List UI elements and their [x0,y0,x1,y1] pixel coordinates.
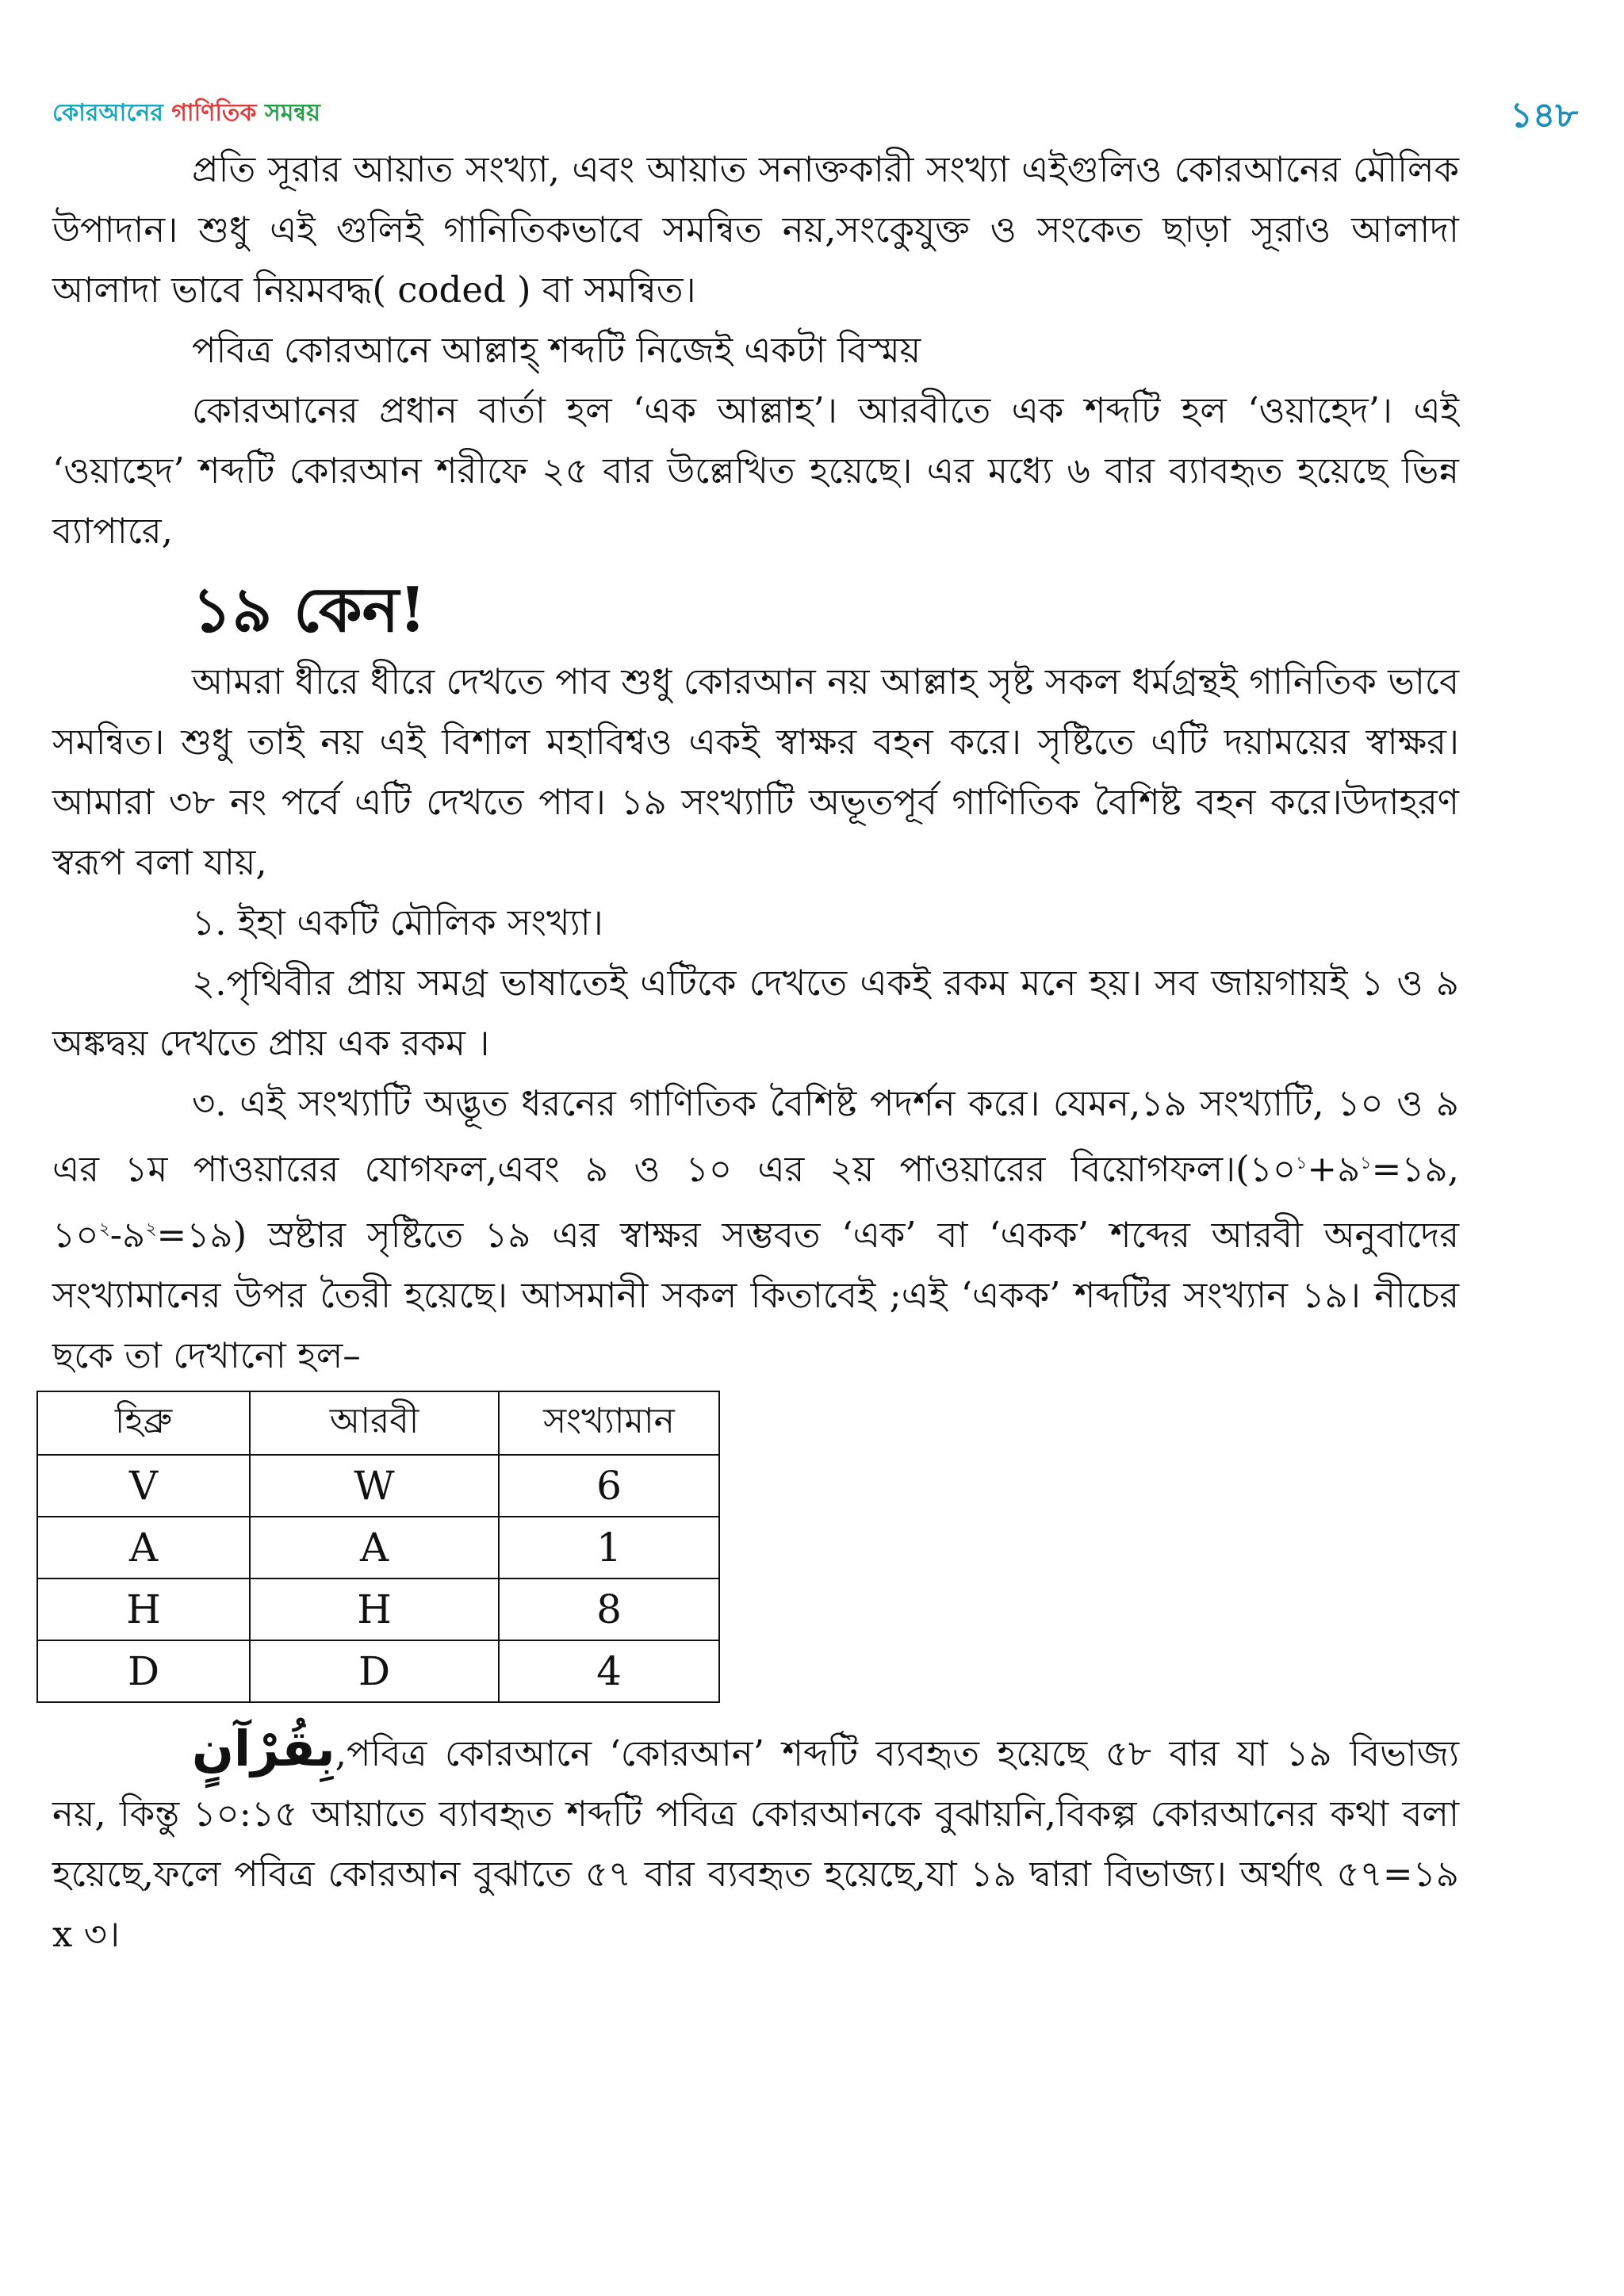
page-header [52,89,1578,136]
text-run: =১৯, ১০ [52,1148,1459,1256]
paragraph [52,1719,1459,1965]
book-title-part: গাণিতিক [171,99,265,127]
paragraph: কোরআনের প্রধান বার্তা হল ‘এক আল্লাহ’। আরবীতে এক শব্দটি হল ‘ওয়াহেদ’। এই ‘ওয়াহেদ’ শব্দটি কোরআন শরীফে ২৫ বার উল্লেখিত হয়েছে। এর মধ্যে ৬ বার ব্যাবহৃত হয়েছে ভিন্ন ব্যাপারে, [52,389,1459,552]
list-item [52,1073,1459,1386]
page-body [52,140,1459,1965]
column-header-hebrew: হিব্রু [37,1391,250,1455]
superscript: ১ [1296,1154,1308,1173]
book-title-part: কোরআনের [52,99,172,127]
table-row [37,1455,719,1517]
table-cell: H [37,1578,250,1640]
column-header-arabic: আরবী [250,1391,499,1455]
table-cell: H [250,1578,499,1640]
page-number: ১৪৮ [1510,95,1578,136]
table-cell: D [37,1640,250,1702]
table-row [37,1578,719,1640]
table-cell: 1 [499,1517,719,1578]
table-header-row [37,1391,719,1455]
table-cell: V [37,1455,250,1517]
table-cell: 4 [499,1640,719,1702]
table-cell: A [37,1517,250,1578]
paragraph: প্রতি সূরার আয়াত সংখ্যা, এবং আয়াত সনাক্তকারী সংখ্যা এইগুলিও কোরআনের মৌলিক উপাদান। শুধু এই গুলিই গানিতিকভাবে সমন্বিত নয়,সংকেুযুক্ত ও সংকেত ছাড়া সূরাও আলাদা আলাদা ভাবে নিয়মবদ্ধ( coded ) বা সমন্বিত। [52,148,1459,311]
table-cell: D [250,1640,499,1702]
table-cell: 8 [499,1578,719,1640]
table-cell: 6 [499,1455,719,1517]
list-item: ২.পৃথিবীর প্রায় সমগ্র ভাষাতেই এটিকে দেখতে একই রকম মনে হয়। সব জায়গায়ই ১ ও ৯ অঙ্কদ্বয় দেখতে প্রায় এক রকম । [52,962,1459,1064]
section-heading: ১৯ কেন! [192,574,427,646]
table-cell: W [250,1455,499,1517]
text-run: +৯ [1307,1148,1361,1190]
table-row [37,1517,719,1578]
text-run: ৩. এই সংখ্যাটি অদ্ভূত ধরনের গাণিতিক বৈশিষ্ট পদর্শন করে। যেমন,১৯ সংখ্যাটি, ১০ ও ৯ এর ১ম পাওয়ারের যোগফল,এবং ৯ ও ১০ এর ২য় পাওয়ারের বিয়োগফল।(১০ [52,1082,1459,1190]
text-run: -৯ [109,1214,146,1256]
superscript: ১ [1360,1154,1372,1173]
text-run: ,পবিত্র কোরআনে ‘কোরআন’ শব্দটি ব্যবহৃত হয়েছে ৫৮ বার যা ১৯ বিভাজ্য নয়, কিন্তু ১০:১৫ আয়াতে ব্যাবহৃত শব্দটি পবিত্র কোরআনকে বুঝায়নি,বিকল্প কোরআনের কথা বলা হয়েছে,ফলে পবিত্র কোরআন বুঝাতে ৫৭ বার ব্যবহৃত হয়েছে,যা ১৯ দ্বারা বিভাজ্য। অর্থাৎ ৫৭=১৯ x ৩। [52,1732,1459,1955]
superscript: ২ [98,1219,110,1239]
book-title-part: সমন্বয় [264,99,320,127]
text-run: =১৯) স্রষ্টার সৃষ্টিতে ১৯ এর স্বাক্ষর সম্ভবত ‘এক’ বা ‘একক’ শব্দের আরবী অনুবাদের সংখ্যামানের উপর তৈরী হয়েছে। আসমানী সকল কিতাবেই ;এই ‘একক’ শব্দটির সংখ্যান ১৯। নীচের ছকে তা দেখানো হল– [52,1214,1459,1376]
numeric-value-table [36,1391,720,1703]
paragraph: আমরা ধীরে ধীরে দেখতে পাব শুধু কোরআন নয় আল্লাহ সৃষ্ট সকল ধর্মগ্রন্থই গানিতিক ভাবে সমন্বিত। শুধু তাই নয় এই বিশাল মহাবিশ্বও একই স্বাক্ষর বহন করে। সৃষ্টিতে এটি দয়াময়ের স্বাক্ষর। আমারা ৩৮ নং পর্বে এটি দেখতে পাব। ১৯ সংখ্যাটি অভূতপূর্ব গাণিতিক বৈশিষ্ট বহন করে।উদাহরণ স্বরূপ বলা যায়, [52,660,1459,883]
table-cell: A [250,1517,499,1578]
book-title [52,94,320,134]
superscript: ২ [145,1219,157,1239]
subheading-line: পবিত্র কোরআনে আল্লাহ্ শব্দটি নিজেই একটা বিস্ময় [192,329,921,371]
table-row [37,1640,719,1702]
list-item: ১. ইহা একটি মৌলিক সংখ্যা। [192,901,603,943]
column-header-value: সংখ্যামান [499,1391,719,1455]
arabic-word: بِقُرْآنٍ [192,1720,335,1777]
